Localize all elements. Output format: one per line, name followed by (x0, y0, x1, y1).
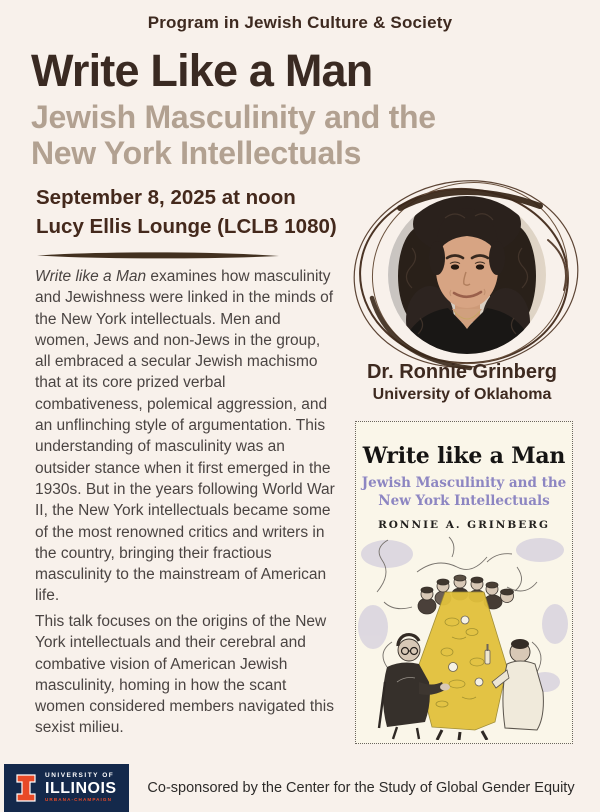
book-cover-illustration (357, 532, 571, 740)
speaker-photo (350, 178, 582, 374)
cosponsor-text: Co-sponsored by the Center for the Study of Global Gender Equity (147, 780, 575, 796)
book-title-italic: Write like a Man (35, 268, 147, 285)
poster-subtitle (31, 99, 436, 171)
poster-title: Write Like a Man (31, 45, 373, 96)
book-cover-subtitle-line1: Jewish Masculinity and the (361, 475, 567, 491)
paragraph-1-text: examines how masculinity and Jewishness were linked in the minds of the New York intellectuals. Men and women, Jews and non-Jews in the group, all embraced a secular Jewish machismo that at its core prized verbal combativeness, polemical aggression, and an unflinching style of argumentation. This understanding of masculinity was an outsider stance when it first emerged in the 1930s. But in the years following World War II, the New York intellectuals became some of the most renowned critics and writers in the country, bringing their fractious masculinity to the mainstream of American life. (35, 268, 335, 605)
block-i-icon (14, 772, 38, 804)
logo-illinois: ILLINOIS (45, 779, 117, 797)
portrait-image (388, 192, 546, 356)
book-cover-title: Write like a Man (362, 443, 566, 469)
logo-urbana-champaign: URBANA-CHAMPAIGN (45, 797, 113, 803)
talk-description-paragraph-2: This talk focuses on the origins of the New York intellectuals and their cerebral and combative vision of American Jewish masculinity, homing in how the scant women considered members navigated this sexist milieu. (35, 613, 334, 737)
logo-wordmark (45, 773, 117, 803)
book-cover-subtitle (356, 475, 572, 510)
logo-university-of: UNIVERSITY OF (45, 771, 115, 779)
event-location: Lucy Ellis Lounge (LCLB 1080) (36, 214, 337, 238)
book-cover (355, 421, 573, 744)
program-header: Program in Jewish Culture & Society (147, 13, 453, 32)
event-details (36, 184, 337, 241)
poster-subtitle-line2: New York Intellectuals (31, 135, 362, 171)
university-of-illinois-logo (4, 764, 129, 812)
poster-subtitle-line1: Jewish Masculinity and the (31, 99, 436, 135)
event-date: September 8, 2025 at noon (36, 186, 296, 209)
book-cover-author: RONNIE A. GRINBERG (378, 519, 550, 531)
talk-description-paragraph-1 (35, 266, 335, 607)
speaker-affiliation: University of Oklahoma (372, 386, 552, 403)
speaker-name: Dr. Ronnie Grinberg (366, 361, 558, 383)
book-cover-subtitle-line2: New York Intellectuals (378, 492, 550, 509)
brush-divider (35, 250, 281, 261)
